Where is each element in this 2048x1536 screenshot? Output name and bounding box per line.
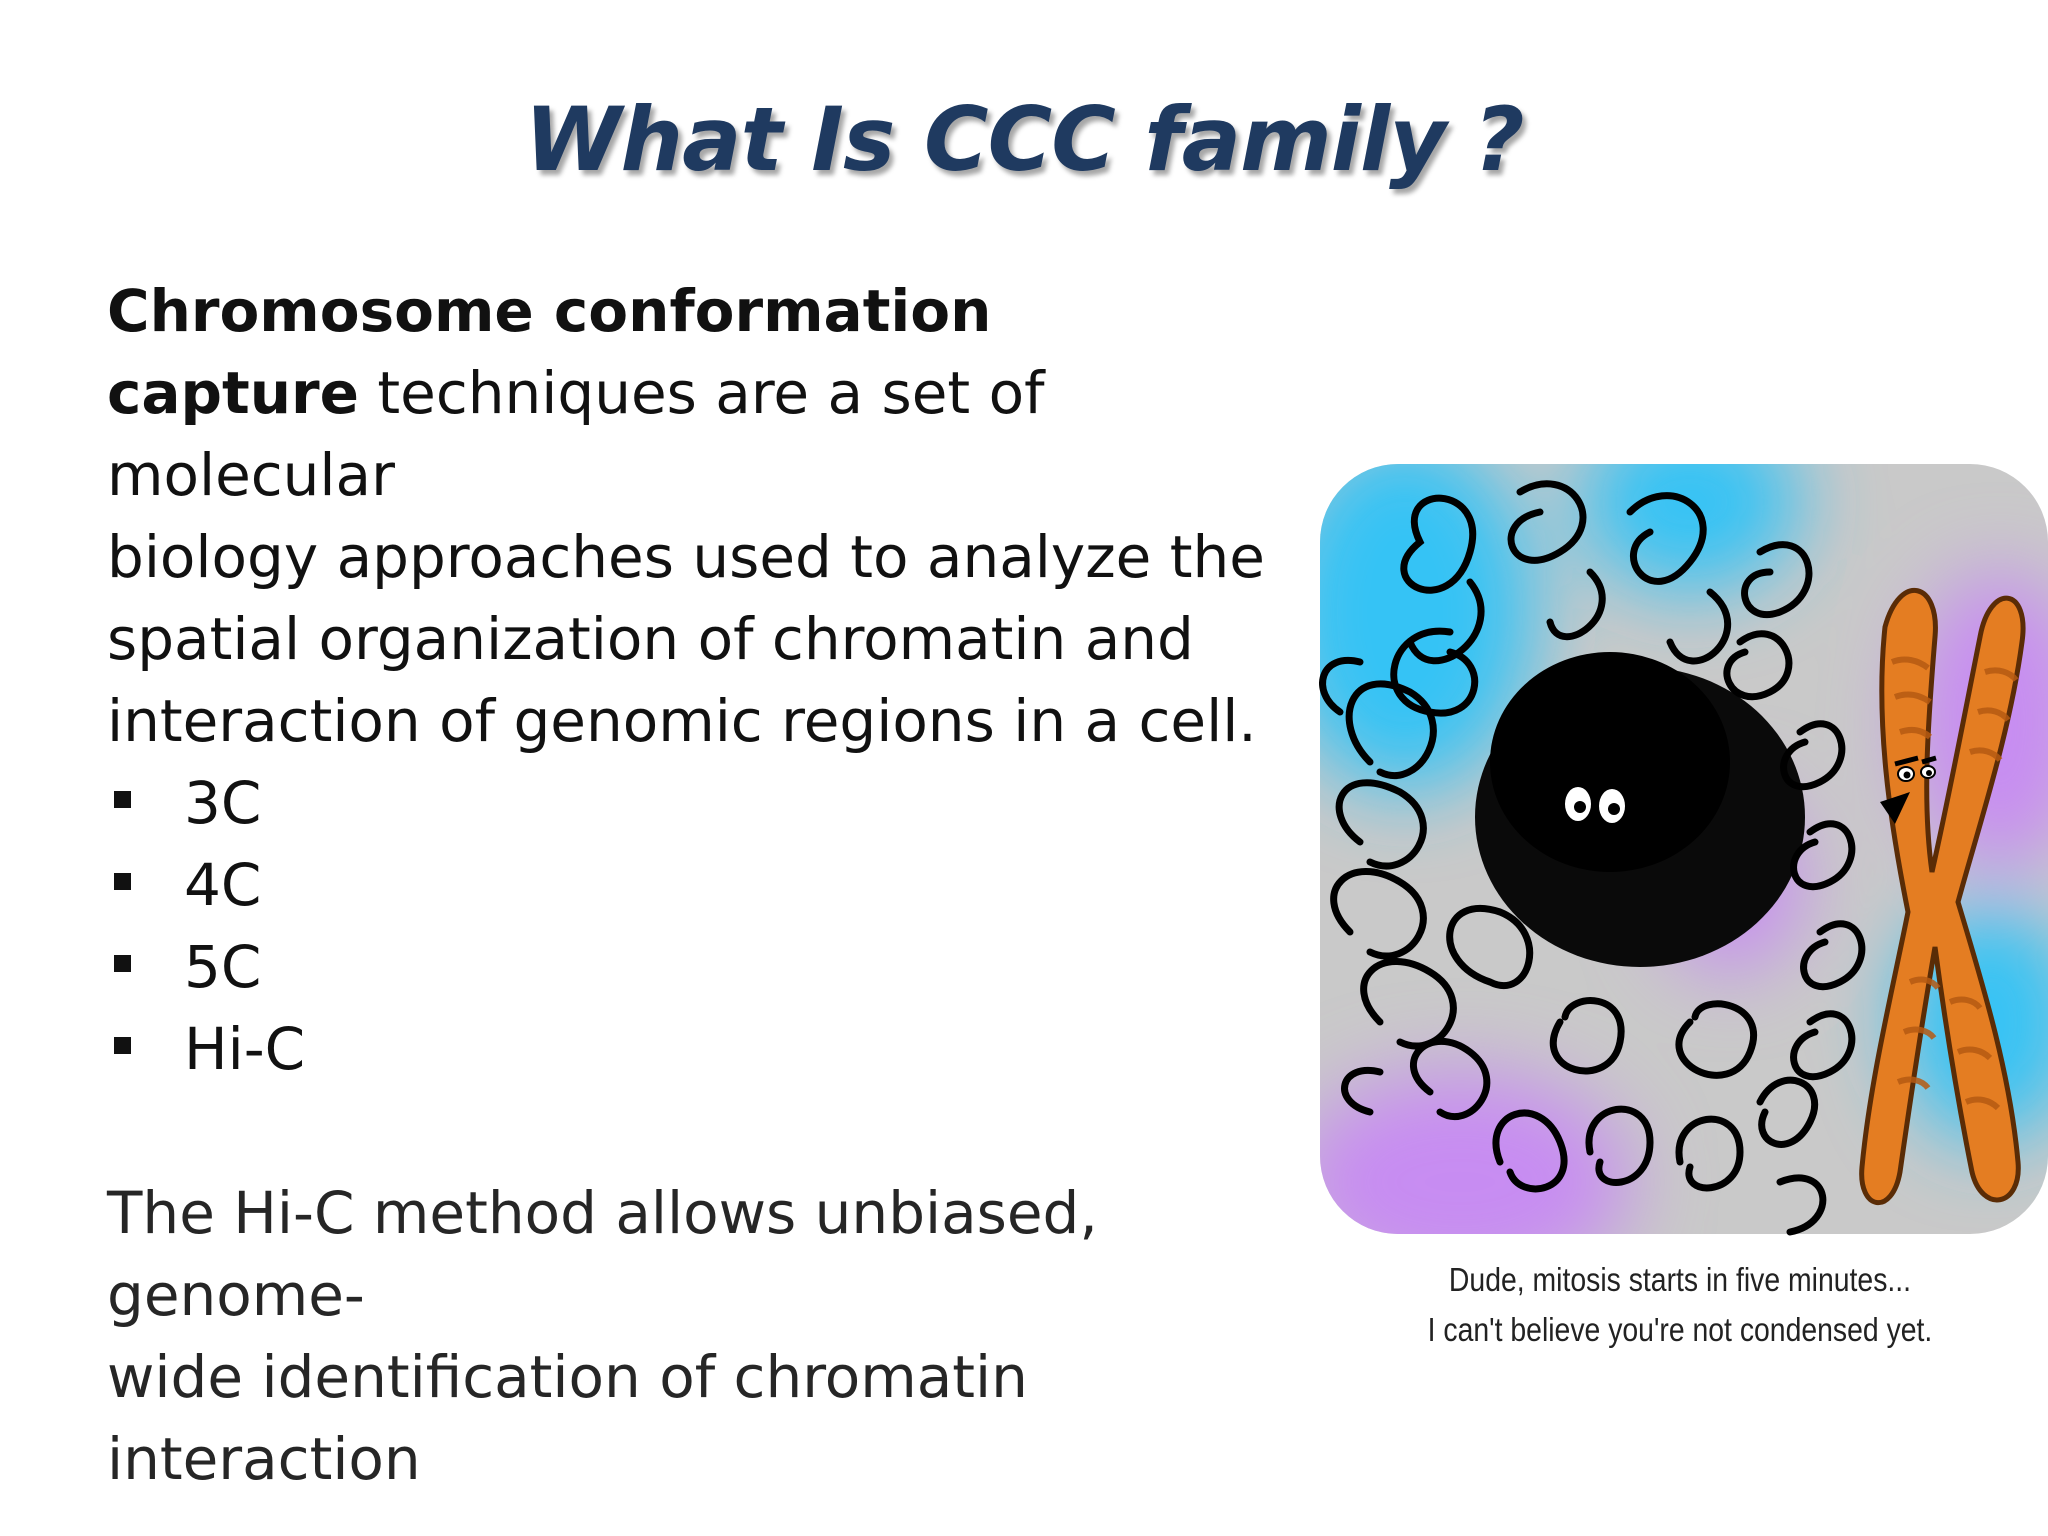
slide-body bbox=[107, 270, 1337, 1500]
definition-line-5: interaction of genomic regions in a cell. bbox=[107, 687, 1257, 755]
definition-line-3: biology approaches used to analyze the bbox=[107, 523, 1265, 591]
method-label: Hi-C bbox=[184, 1015, 306, 1083]
list-item bbox=[107, 762, 1337, 844]
square-bullet-icon bbox=[114, 955, 131, 972]
list-item bbox=[107, 1008, 1337, 1090]
methods-list bbox=[107, 762, 1337, 1090]
definition-line-2 bbox=[107, 352, 1337, 516]
method-label: 4C bbox=[184, 851, 262, 919]
list-item bbox=[107, 844, 1337, 926]
square-bullet-icon bbox=[114, 791, 131, 808]
definition-bold-term-2: capture bbox=[107, 359, 359, 427]
cartoon-illustration bbox=[1310, 462, 2048, 1242]
hic-paragraph bbox=[107, 1172, 1337, 1500]
list-item bbox=[107, 926, 1337, 1008]
definition-line-4: spatial organization of chromatin and bbox=[107, 605, 1194, 673]
method-label: 5C bbox=[184, 933, 262, 1001]
method-label: 3C bbox=[184, 769, 262, 837]
illustration-caption bbox=[1379, 1255, 1981, 1355]
hic-line-1: The Hi-C method allows unbiased, genome- bbox=[107, 1179, 1098, 1329]
slide-title bbox=[0, 88, 2048, 191]
caption-line-2: I can't believe you're not condensed yet. bbox=[1427, 1311, 1933, 1348]
definition-paragraph bbox=[107, 270, 1337, 762]
caption-line-1: Dude, mitosis starts in five minutes... bbox=[1448, 1261, 1912, 1298]
slide-title-main: What Is CCC family bbox=[524, 88, 1446, 191]
hic-line-2: wide identification of chromatin interaction bbox=[107, 1343, 1028, 1493]
slide-title-question: ? bbox=[1473, 88, 1524, 191]
definition-text-2: techniques are a set of molecular bbox=[107, 359, 1045, 509]
square-bullet-icon bbox=[114, 873, 131, 890]
definition-bold-term-1: Chromosome conformation bbox=[107, 277, 992, 345]
square-bullet-icon bbox=[114, 1037, 131, 1054]
definition-line-1 bbox=[107, 270, 1337, 352]
